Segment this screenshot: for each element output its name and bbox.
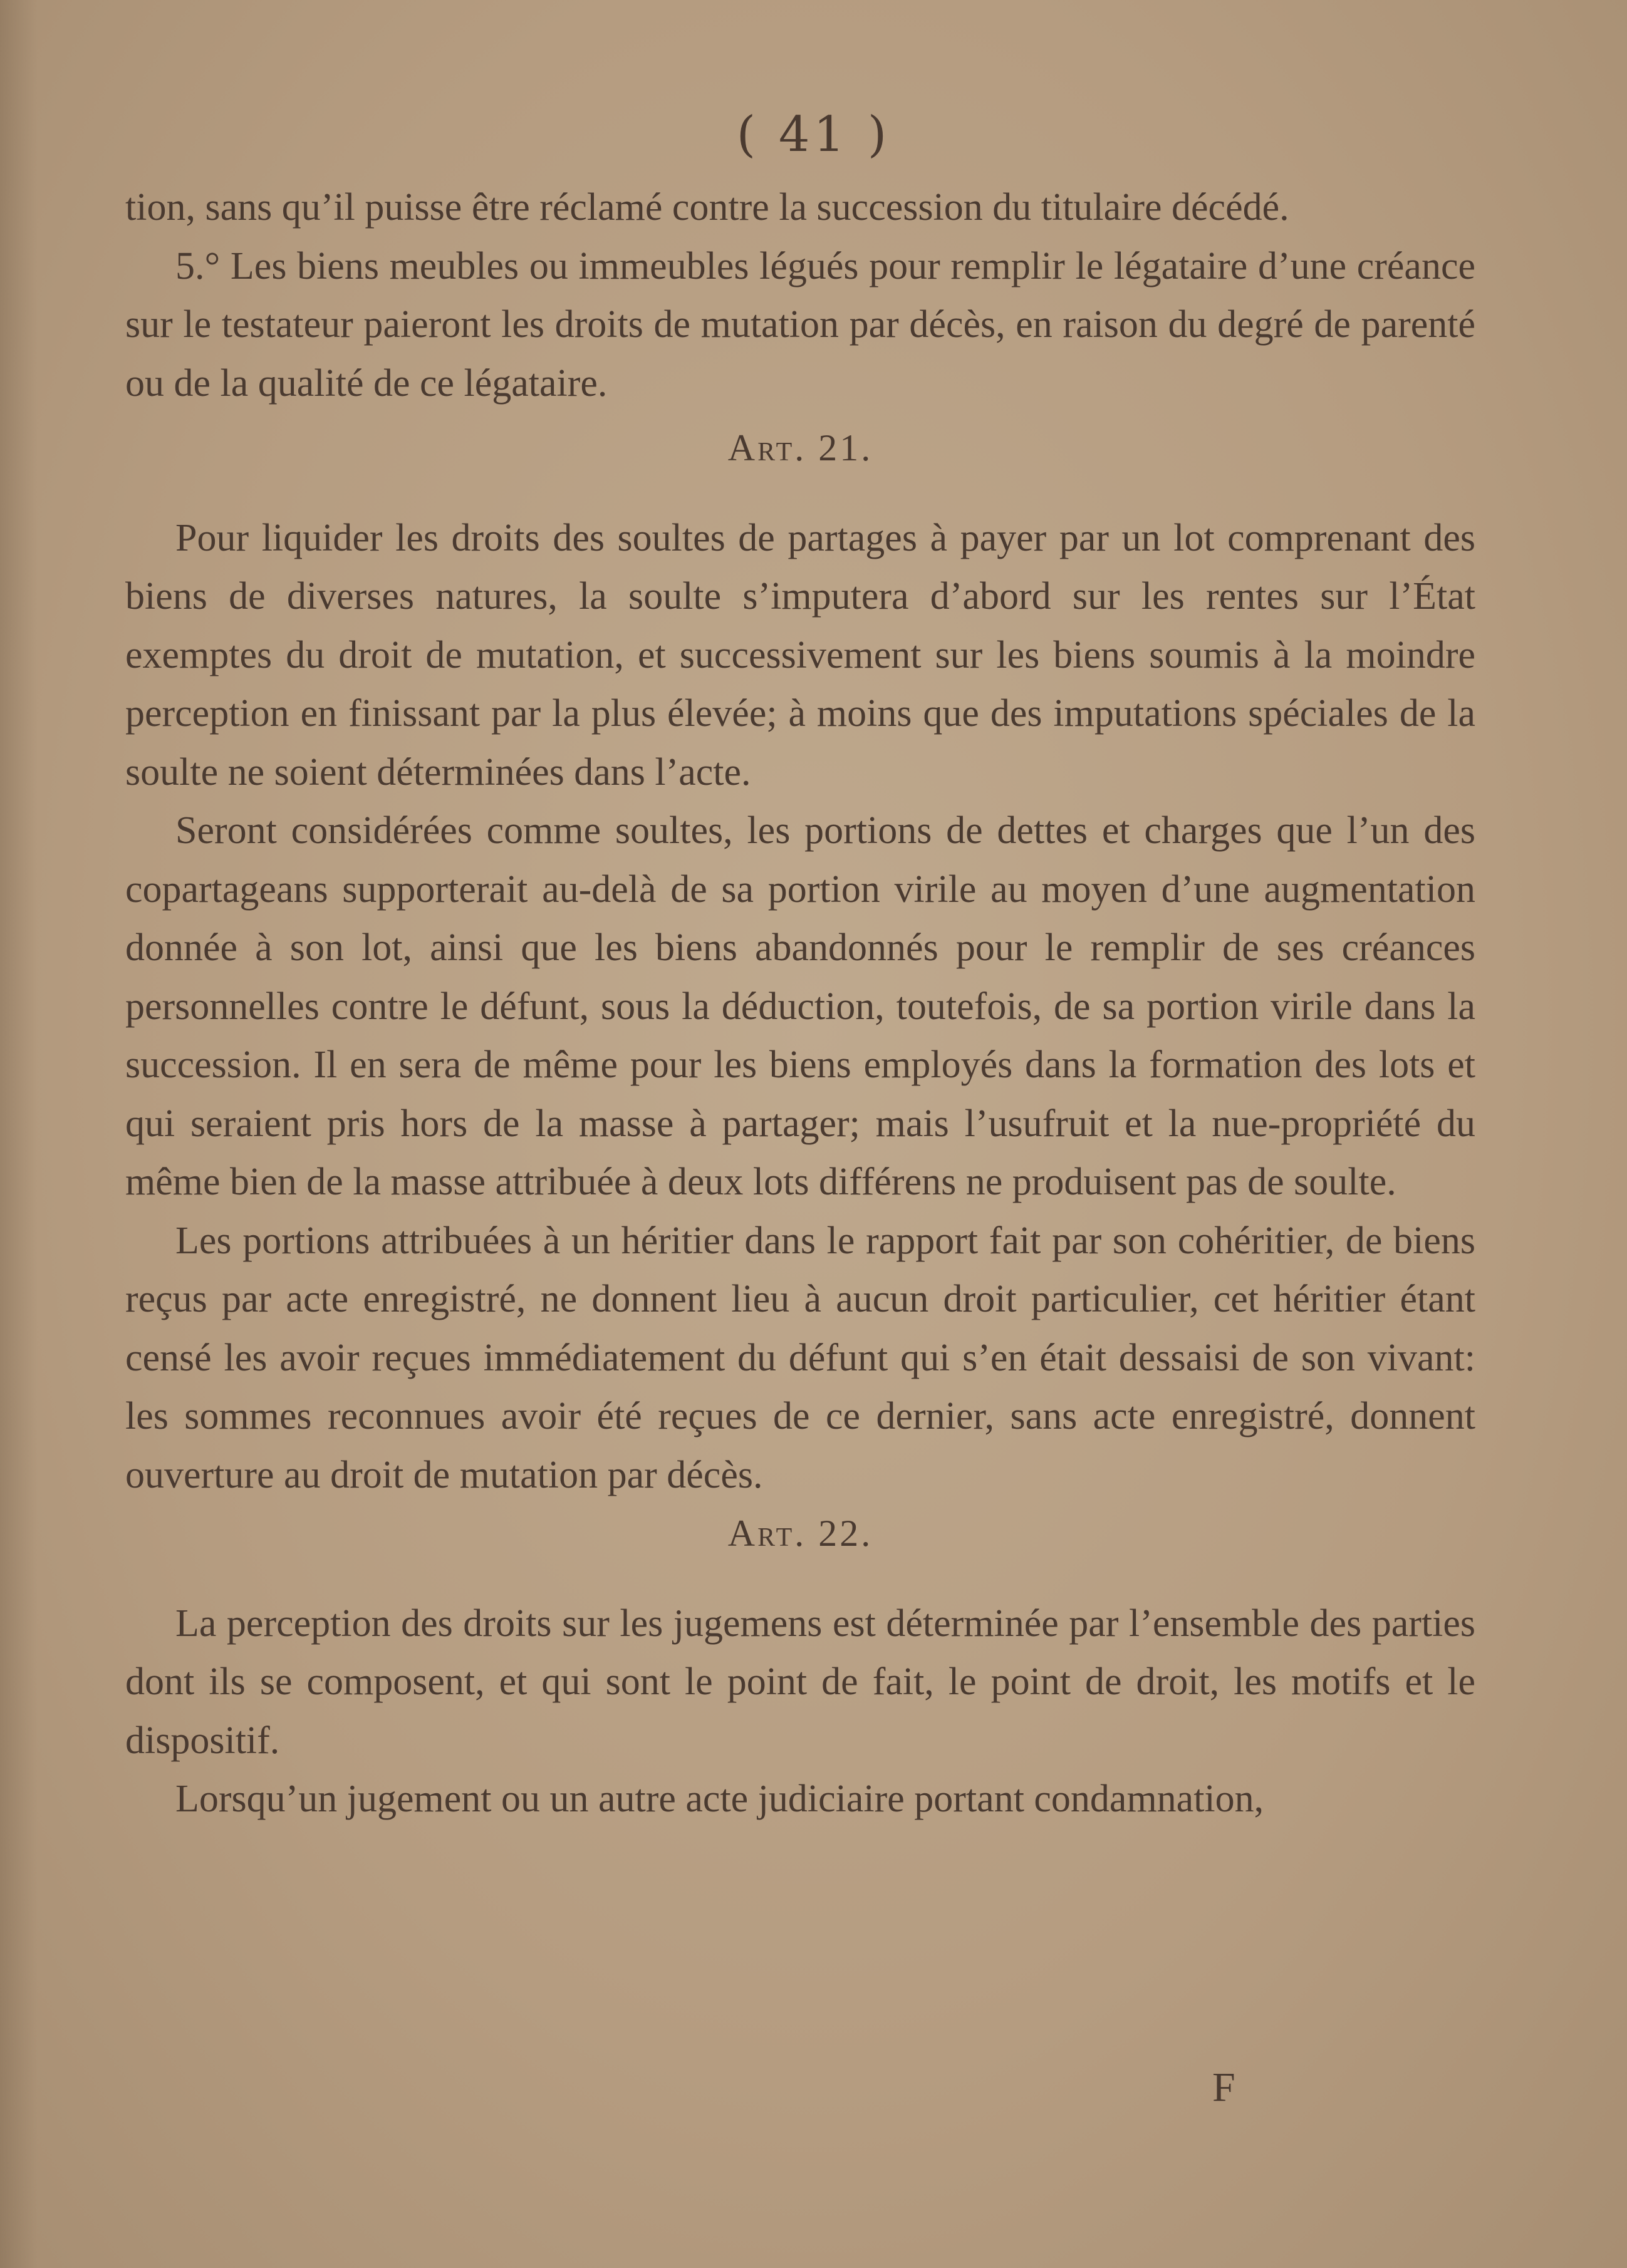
article-heading-22: Art. 22. <box>727 1513 873 1554</box>
paragraph-continuation: tion, sans qu’il puisse être réclamé contre la succession du titulaire décédé. <box>125 186 1289 229</box>
signature-mark: F <box>1212 2064 1235 2110</box>
paragraph-condamnation: Lorsqu’un jugement ou un autre acte judiciaire portant condamnation, <box>175 1778 1264 1820</box>
paragraph-jugemens: La perception des droits sur les jugemens est déterminée par l’ensemble des parties dont ils se composent, et qui sont le point de fait, le point de droit, les motifs et le dispositif. <box>125 1602 1475 1762</box>
page-number: ( 41 ) <box>736 106 891 163</box>
paragraph-portions: Les portions attribuées à un héritier dans le rapport fait par son cohéritier, de biens reçus par acte enregistré, ne donnent lieu à aucun droit particulier, cet héritier étant censé les avoir reçues immédiatement du défunt qui s’en était dessaisi de son vivant: les sommes reconnues avoir été reçues de ce dernier, sans acte enregistré, donnent ouverture au droit de mutation par décès. <box>125 1219 1475 1496</box>
binding-shadow <box>0 0 38 2268</box>
paragraph-soultes: Pour liquider les droits des soultes de partages à payer par un lot comprenant des biens de diverses natures, la soulte s’imputera d’abord sur les rentes sur l’État exemptes du droit de mutation, et successivement sur les biens soumis à la moindre perception en finissant par la plus élevée; à moins que des imputations spéciales de la soulte ne soient déterminées dans l’acte. <box>125 516 1475 794</box>
paragraph-considerees: Seront considérées comme soultes, les portions de dettes et charges que l’un des copartageans supporterait au-delà de sa portion virile au moyen d’une augmentation donnée à son lot, ainsi que les biens abandonnés pour le remplir de ses créances personnelles contre le défunt, sous la déduction, toutefois, de sa portion virile dans la succession. Il en sera de même pour les biens employés dans la formation des lots et qui seraient pris hors de la masse à partager; mais l’usufruit et la nue-propriété du même bien de la masse attribuée à deux lots différens ne produisent pas de soulte. <box>125 809 1475 1203</box>
paragraph-item-5: 5.° Les biens meubles ou immeubles légués pour remplir le légataire d’une créance sur le testateur paieront les droits de mutation par décès, en raison du degré de parenté ou de la qualité de ce légataire. <box>125 244 1475 405</box>
body-text <box>125 179 1475 1829</box>
article-heading-21: Art. 21. <box>727 427 873 469</box>
